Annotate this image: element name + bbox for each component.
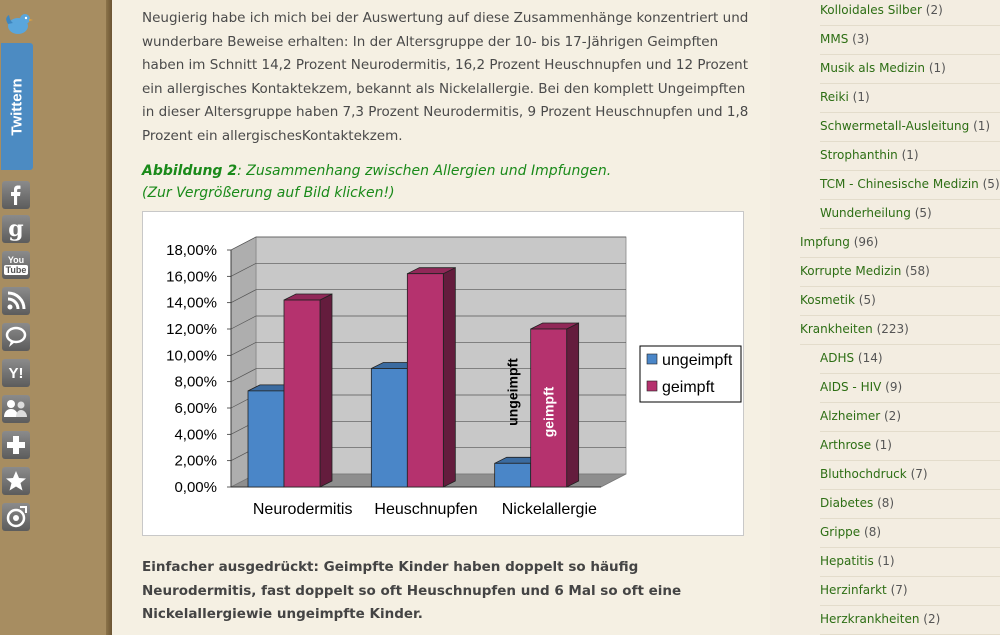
- category-link[interactable]: Diabetes: [820, 496, 874, 510]
- category-item[interactable]: [820, 25, 1000, 55]
- category-item[interactable]: [820, 460, 1000, 490]
- category-item[interactable]: [820, 576, 1000, 606]
- category-item[interactable]: [820, 54, 1000, 84]
- category-item[interactable]: [800, 286, 1000, 316]
- caption-label: Abbildung 2: [142, 163, 238, 179]
- category-count: (2): [925, 3, 943, 17]
- legend-swatch: [647, 381, 657, 391]
- bar-geimpft: [284, 300, 320, 487]
- category-item[interactable]: [820, 518, 1000, 548]
- y-tick-label: 18,00%: [166, 242, 217, 259]
- bar-geimpft-side: [567, 323, 579, 487]
- x-category-label: Heuschnupfen: [374, 501, 478, 518]
- category-link[interactable]: TCM - Chinesische Medizin: [820, 177, 979, 191]
- category-item[interactable]: [820, 489, 1000, 519]
- category-count: (7): [890, 583, 908, 597]
- category-link[interactable]: Korrupte Medizin: [800, 264, 902, 278]
- category-count: (3): [852, 32, 870, 46]
- y-tick-label: 6,00%: [174, 400, 217, 417]
- category-item[interactable]: [820, 170, 1000, 200]
- y-tick-label: 10,00%: [166, 347, 217, 365]
- youtube-top-text: You: [7, 255, 25, 265]
- facebook-icon[interactable]: [2, 181, 30, 209]
- category-item[interactable]: [820, 402, 1000, 432]
- category-link[interactable]: ADHS: [820, 351, 855, 365]
- bookmark-icon[interactable]: [2, 503, 30, 531]
- category-link[interactable]: Kosmetik: [800, 293, 855, 307]
- bar-ungeimpft: [495, 463, 531, 487]
- category-item[interactable]: [820, 0, 1000, 26]
- article-content: [112, 0, 770, 635]
- plus-icon[interactable]: [2, 431, 30, 459]
- y-tick-label: 0,00%: [174, 479, 217, 496]
- category-link[interactable]: Hepatitis: [820, 554, 874, 568]
- bar-geimpft-side: [443, 268, 455, 487]
- category-item[interactable]: [820, 83, 1000, 113]
- allergy-chart[interactable]: [142, 211, 744, 536]
- category-count: (5): [858, 293, 876, 307]
- youtube-bottom-text: Tube: [5, 265, 27, 275]
- category-item[interactable]: [820, 199, 1000, 229]
- figure-caption: [142, 160, 757, 204]
- x-category-label: Nickelallergie: [501, 501, 597, 518]
- category-count: (1): [928, 61, 946, 75]
- category-item[interactable]: [820, 112, 1000, 142]
- category-sidebar: [770, 0, 1000, 635]
- category-item[interactable]: [820, 605, 1000, 635]
- google-icon[interactable]: [2, 215, 30, 243]
- category-link[interactable]: Strophanthin: [820, 148, 898, 162]
- category-count: (5): [914, 206, 932, 220]
- y-tick-label: 12,00%: [166, 321, 217, 338]
- category-item[interactable]: [820, 141, 1000, 171]
- chart-svg: [143, 212, 743, 535]
- category-count: (58): [905, 264, 930, 278]
- y-tick-label: 16,00%: [166, 268, 217, 286]
- bar-geimpft-side: [320, 294, 332, 487]
- y-tick-label: 4,00%: [174, 426, 217, 444]
- category-count: (14): [857, 351, 883, 365]
- category-item[interactable]: [820, 344, 1000, 374]
- category-count: (1): [874, 438, 892, 452]
- category-item[interactable]: [820, 431, 1000, 461]
- legend-label: geimpft: [662, 379, 715, 396]
- category-count: (5): [982, 177, 1000, 191]
- category-link[interactable]: Wunderheilung: [820, 206, 911, 220]
- category-item[interactable]: [800, 315, 1000, 345]
- category-count: (8): [877, 496, 895, 510]
- conclusion-text: Einfacher ausgedrückt: Geimpfte Kinder haben doppelt so häufig Neurodermitis, fast doppelt so oft Heuschnupfen und 6 Mal so oft eine Nickelallergiewie ungeimpfte Kinder.: [142, 559, 682, 622]
- category-link[interactable]: Schwermetall-Ausleitung: [820, 119, 970, 133]
- bar-annotation: geimpft: [540, 386, 557, 438]
- category-link[interactable]: Krankheiten: [800, 322, 873, 336]
- category-link[interactable]: Impfung: [800, 235, 850, 249]
- category-link[interactable]: MMS: [820, 32, 849, 46]
- category-count: (223): [876, 322, 909, 336]
- category-link[interactable]: AIDS - HIV: [820, 380, 882, 394]
- bar-ungeimpft: [248, 391, 284, 487]
- category-count: (8): [864, 525, 882, 539]
- x-category-label: Neurodermitis: [252, 501, 353, 518]
- category-item[interactable]: [800, 257, 1000, 287]
- category-count: (96): [853, 235, 879, 249]
- article-paragraph: Neugierig habe ich mich bei der Auswertung auf diese Zusammenhänge konzentriert und wunderbare Beweise erhalten: In der Altersgruppe der 10- bis 17-Jährigen Geimpften haben im Schnitt 14,2 Prozent Neurodermitis, 16,2 Prozent Heuschnupfen und 12 Prozent ein allergisches Kontaktekzem, bekannt als Nickelallergie. Bei den komplett Ungeimpften in dieser Altersgruppe haben 7,3 Prozent Neurodermitis, 9 Prozent Heuschnupfen und 1,8 Prozent ein allergischesKontaktekzem.: [142, 10, 749, 144]
- category-link[interactable]: Herzkrankheiten: [820, 612, 920, 626]
- category-count: (1): [877, 554, 895, 568]
- yahoo-glyph: Y!: [8, 364, 24, 382]
- category-count: (2): [884, 409, 901, 423]
- category-item[interactable]: [820, 373, 1000, 403]
- comment-icon[interactable]: [2, 323, 30, 351]
- bar-annotation: ungeimpft: [504, 358, 521, 426]
- category-link[interactable]: Arthrose: [820, 438, 872, 452]
- category-link[interactable]: Alzheimer: [820, 409, 881, 423]
- legend-swatch: [647, 354, 657, 364]
- google-glyph: g: [8, 216, 24, 242]
- yahoo-icon[interactable]: [2, 359, 30, 387]
- star-icon[interactable]: [2, 467, 30, 495]
- y-tick-label: 2,00%: [174, 452, 217, 470]
- bar-geimpft: [407, 274, 443, 487]
- twittern-label: Twittern: [8, 77, 26, 136]
- category-item[interactable]: [800, 228, 1000, 258]
- category-link[interactable]: Musik als Medizin: [820, 61, 925, 75]
- category-item[interactable]: [820, 547, 1000, 577]
- category-count: (7): [910, 467, 928, 481]
- y-tick-label: 8,00%: [174, 373, 217, 391]
- category-count: (1): [852, 90, 870, 104]
- category-link[interactable]: Bluthochdruck: [820, 467, 907, 481]
- category-count: (1): [973, 119, 991, 133]
- twittern-tab[interactable]: [1, 43, 33, 170]
- category-count: (2): [923, 612, 941, 626]
- category-link[interactable]: Herzinfarkt: [820, 583, 887, 597]
- legend-label: ungeimpft: [662, 352, 733, 369]
- category-count: (9): [885, 380, 903, 394]
- twitter-bird-icon[interactable]: [3, 10, 33, 38]
- caption-text: : Zusammenhang zwischen Allergien und Impfungen.: [237, 163, 612, 179]
- users-icon[interactable]: [2, 395, 30, 423]
- bar-ungeimpft: [371, 369, 407, 488]
- category-count: (1): [901, 148, 919, 162]
- y-tick-label: 14,00%: [166, 294, 217, 312]
- caption-note: (Zur Vergrößerung auf Bild klicken!): [142, 185, 395, 201]
- youtube-icon[interactable]: [2, 251, 30, 279]
- category-link[interactable]: Grippe: [820, 525, 861, 539]
- social-bar: [0, 0, 40, 635]
- rss-icon[interactable]: [2, 287, 30, 315]
- category-link[interactable]: Reiki: [820, 90, 849, 104]
- category-link[interactable]: Kolloidales Silber: [820, 3, 922, 17]
